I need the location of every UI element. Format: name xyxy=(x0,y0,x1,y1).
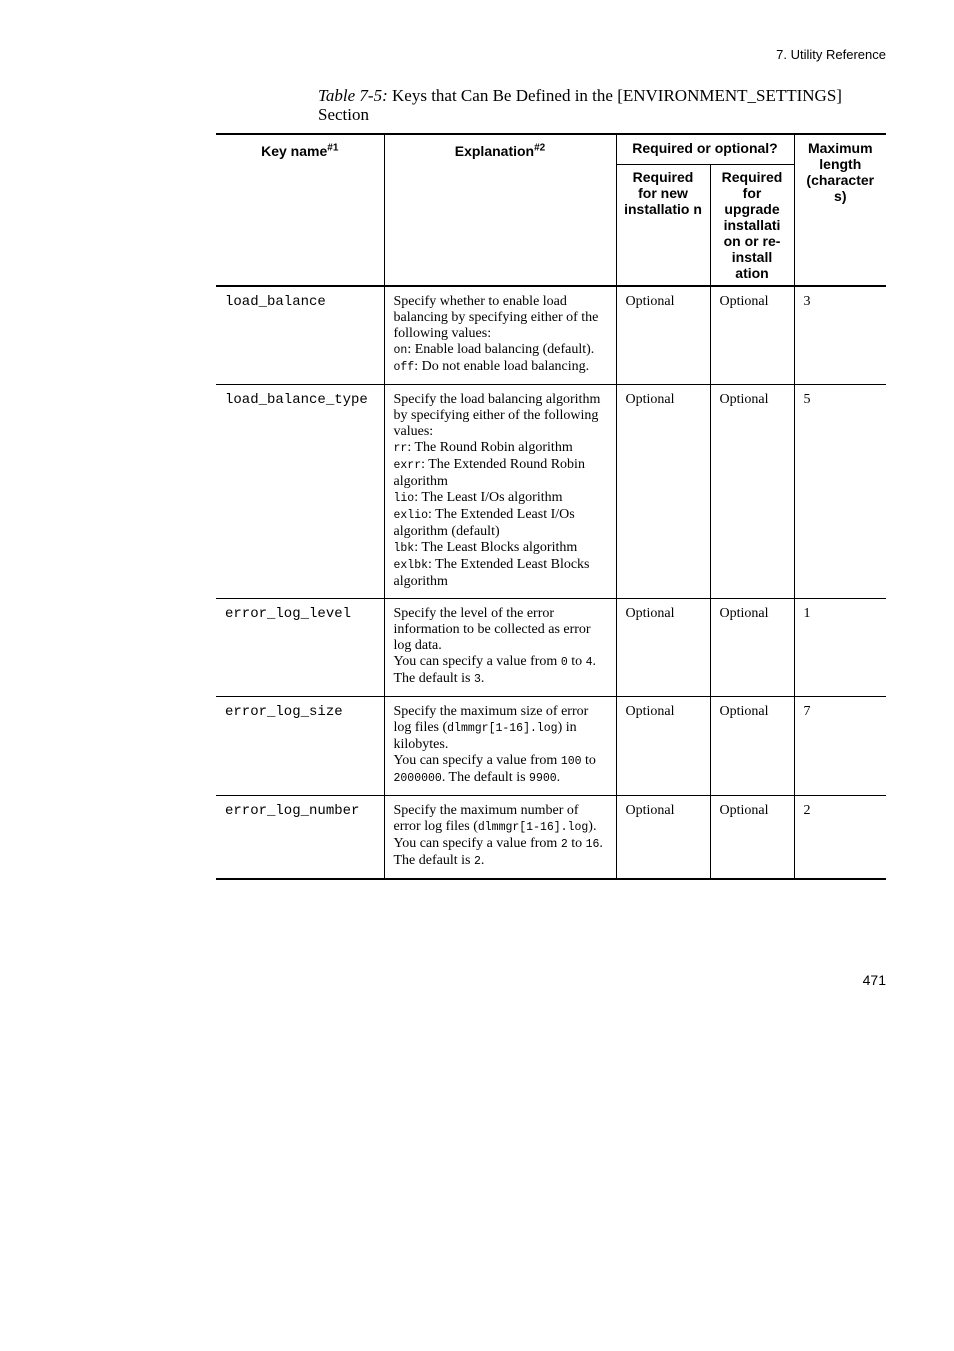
code-text: 9900 xyxy=(529,772,557,785)
code-text: lio xyxy=(393,492,415,505)
explanation-text: : The Extended Least Blocks algorithm xyxy=(393,557,590,589)
max-length-cell: 1 xyxy=(794,599,886,697)
explanation-text: to xyxy=(567,654,586,669)
code-text: 2 xyxy=(473,855,481,868)
code-text: 3 xyxy=(473,673,481,686)
key-name-cell: load_balance xyxy=(216,286,384,385)
explanation-text: . xyxy=(556,770,561,785)
explanation-cell xyxy=(384,599,616,697)
header-explanation-text: Explanation xyxy=(454,143,535,159)
explanation-line xyxy=(394,440,607,457)
max-length-cell: 5 xyxy=(794,385,886,599)
code-text: off xyxy=(393,361,415,374)
explanation-text: . xyxy=(480,671,485,686)
key-name-cell: error_log_size xyxy=(216,697,384,796)
code-text: exlbk xyxy=(393,559,429,572)
header-required-new: Required for new installatio n xyxy=(616,165,710,287)
required-new-cell: Optional xyxy=(616,599,710,697)
explanation-cell xyxy=(384,385,616,599)
explanation-text: : The Least I/Os algorithm xyxy=(414,490,563,505)
code-text: lbk xyxy=(393,542,415,555)
code-text: 2000000 xyxy=(393,772,442,785)
table-row xyxy=(216,385,886,599)
caption-label: Table 7-5: xyxy=(318,86,388,105)
explanation-text: . The default is xyxy=(393,654,597,686)
explanation-text: Specify the load balancing algorithm by specifying either of the following values: xyxy=(393,392,601,439)
max-length-cell: 2 xyxy=(794,796,886,880)
header-required-group: Required or optional? xyxy=(616,134,794,165)
header-explanation xyxy=(384,134,616,286)
explanation-text: You can specify a value from xyxy=(393,753,561,768)
max-length-cell: 7 xyxy=(794,697,886,796)
header-key-name-text: Key name xyxy=(261,143,328,159)
code-text: exrr xyxy=(393,459,422,472)
explanation-line xyxy=(394,606,607,654)
footnote-ref-1: #1 xyxy=(327,142,339,154)
header-max-length: Maximum length (character s) xyxy=(794,134,886,286)
required-new-cell: Optional xyxy=(616,385,710,599)
explanation-text: You can specify a value from xyxy=(393,654,561,669)
header-required-upgrade: Required for upgrade installati on or re-install ation xyxy=(710,165,794,287)
page-number: 471 xyxy=(862,972,886,988)
explanation-cell xyxy=(384,286,616,385)
key-name-cell: error_log_level xyxy=(216,599,384,697)
explanation-line xyxy=(394,490,607,507)
explanation-text: : Do not enable load balancing. xyxy=(414,359,590,374)
required-new-cell: Optional xyxy=(616,697,710,796)
code-text: 2 xyxy=(560,838,568,851)
explanation-text: . The default is xyxy=(441,770,530,785)
footnote-ref-2: #2 xyxy=(534,142,546,154)
required-upgrade-cell: Optional xyxy=(710,385,794,599)
explanation-text: : The Least Blocks algorithm xyxy=(414,540,578,555)
required-upgrade-cell: Optional xyxy=(710,697,794,796)
code-text: rr xyxy=(393,442,408,455)
explanation-line xyxy=(394,457,607,490)
required-upgrade-cell: Optional xyxy=(710,286,794,385)
explanation-text: : The Round Robin algorithm xyxy=(407,440,573,455)
explanation-cell xyxy=(384,796,616,880)
explanation-text: Specify whether to enable load balancing by specifying either of the following values: xyxy=(393,294,599,341)
code-text: 100 xyxy=(560,755,582,768)
explanation-line xyxy=(394,654,607,688)
caption-text: Keys that Can Be Defined in the [ENVIRONMENT_SETTINGS] Section xyxy=(318,86,842,124)
explanation-text: ). xyxy=(588,819,597,834)
explanation-text: : The Extended Round Robin algorithm xyxy=(393,457,585,489)
explanation-line xyxy=(394,294,607,342)
explanation-line xyxy=(394,753,607,787)
code-text: 0 xyxy=(560,656,568,669)
required-new-cell: Optional xyxy=(616,286,710,385)
explanation-text: : The Extended Least I/Os algorithm (default) xyxy=(393,507,575,539)
header-key-name xyxy=(216,134,384,286)
table-caption xyxy=(318,86,888,124)
explanation-text: . xyxy=(480,853,485,868)
table-row xyxy=(216,599,886,697)
explanation-text: You can specify a value from xyxy=(393,836,561,851)
table-row xyxy=(216,796,886,880)
running-header: 7. Utility Reference xyxy=(776,47,886,62)
explanation-line xyxy=(394,507,607,540)
explanation-line xyxy=(394,704,607,753)
explanation-text: ) in kilobytes. xyxy=(393,720,577,752)
explanation-line xyxy=(394,392,607,440)
required-upgrade-cell: Optional xyxy=(710,796,794,880)
explanation-text: to xyxy=(581,753,596,768)
code-text: 4 xyxy=(585,656,593,669)
code-text: dlmmgr[1-16].log xyxy=(477,821,589,834)
explanation-line xyxy=(394,557,607,590)
explanation-cell xyxy=(384,697,616,796)
environment-settings-table xyxy=(216,133,886,880)
key-name-cell: error_log_number xyxy=(216,796,384,880)
table-row xyxy=(216,697,886,796)
code-text: 16 xyxy=(585,838,600,851)
code-text: exlio xyxy=(393,509,429,522)
code-text: on xyxy=(393,344,408,357)
max-length-cell: 3 xyxy=(794,286,886,385)
required-upgrade-cell: Optional xyxy=(710,599,794,697)
explanation-line xyxy=(394,540,607,557)
explanation-line xyxy=(394,359,607,376)
code-text: dlmmgr[1-16].log xyxy=(447,722,558,735)
explanation-text: : Enable load balancing (default). xyxy=(407,342,595,357)
explanation-line xyxy=(394,342,607,359)
explanation-text: Specify the maximum size of error log files ( xyxy=(393,704,589,735)
key-name-cell: load_balance_type xyxy=(216,385,384,599)
table-row xyxy=(216,286,886,385)
explanation-text: . The default is xyxy=(393,836,603,868)
explanation-text: to xyxy=(567,836,586,851)
explanation-line xyxy=(394,836,607,870)
explanation-line xyxy=(394,803,607,836)
required-new-cell: Optional xyxy=(616,796,710,880)
explanation-text: Specify the maximum number of error log files ( xyxy=(393,803,579,834)
explanation-text: Specify the level of the error information to be collected as error log data. xyxy=(393,606,591,653)
